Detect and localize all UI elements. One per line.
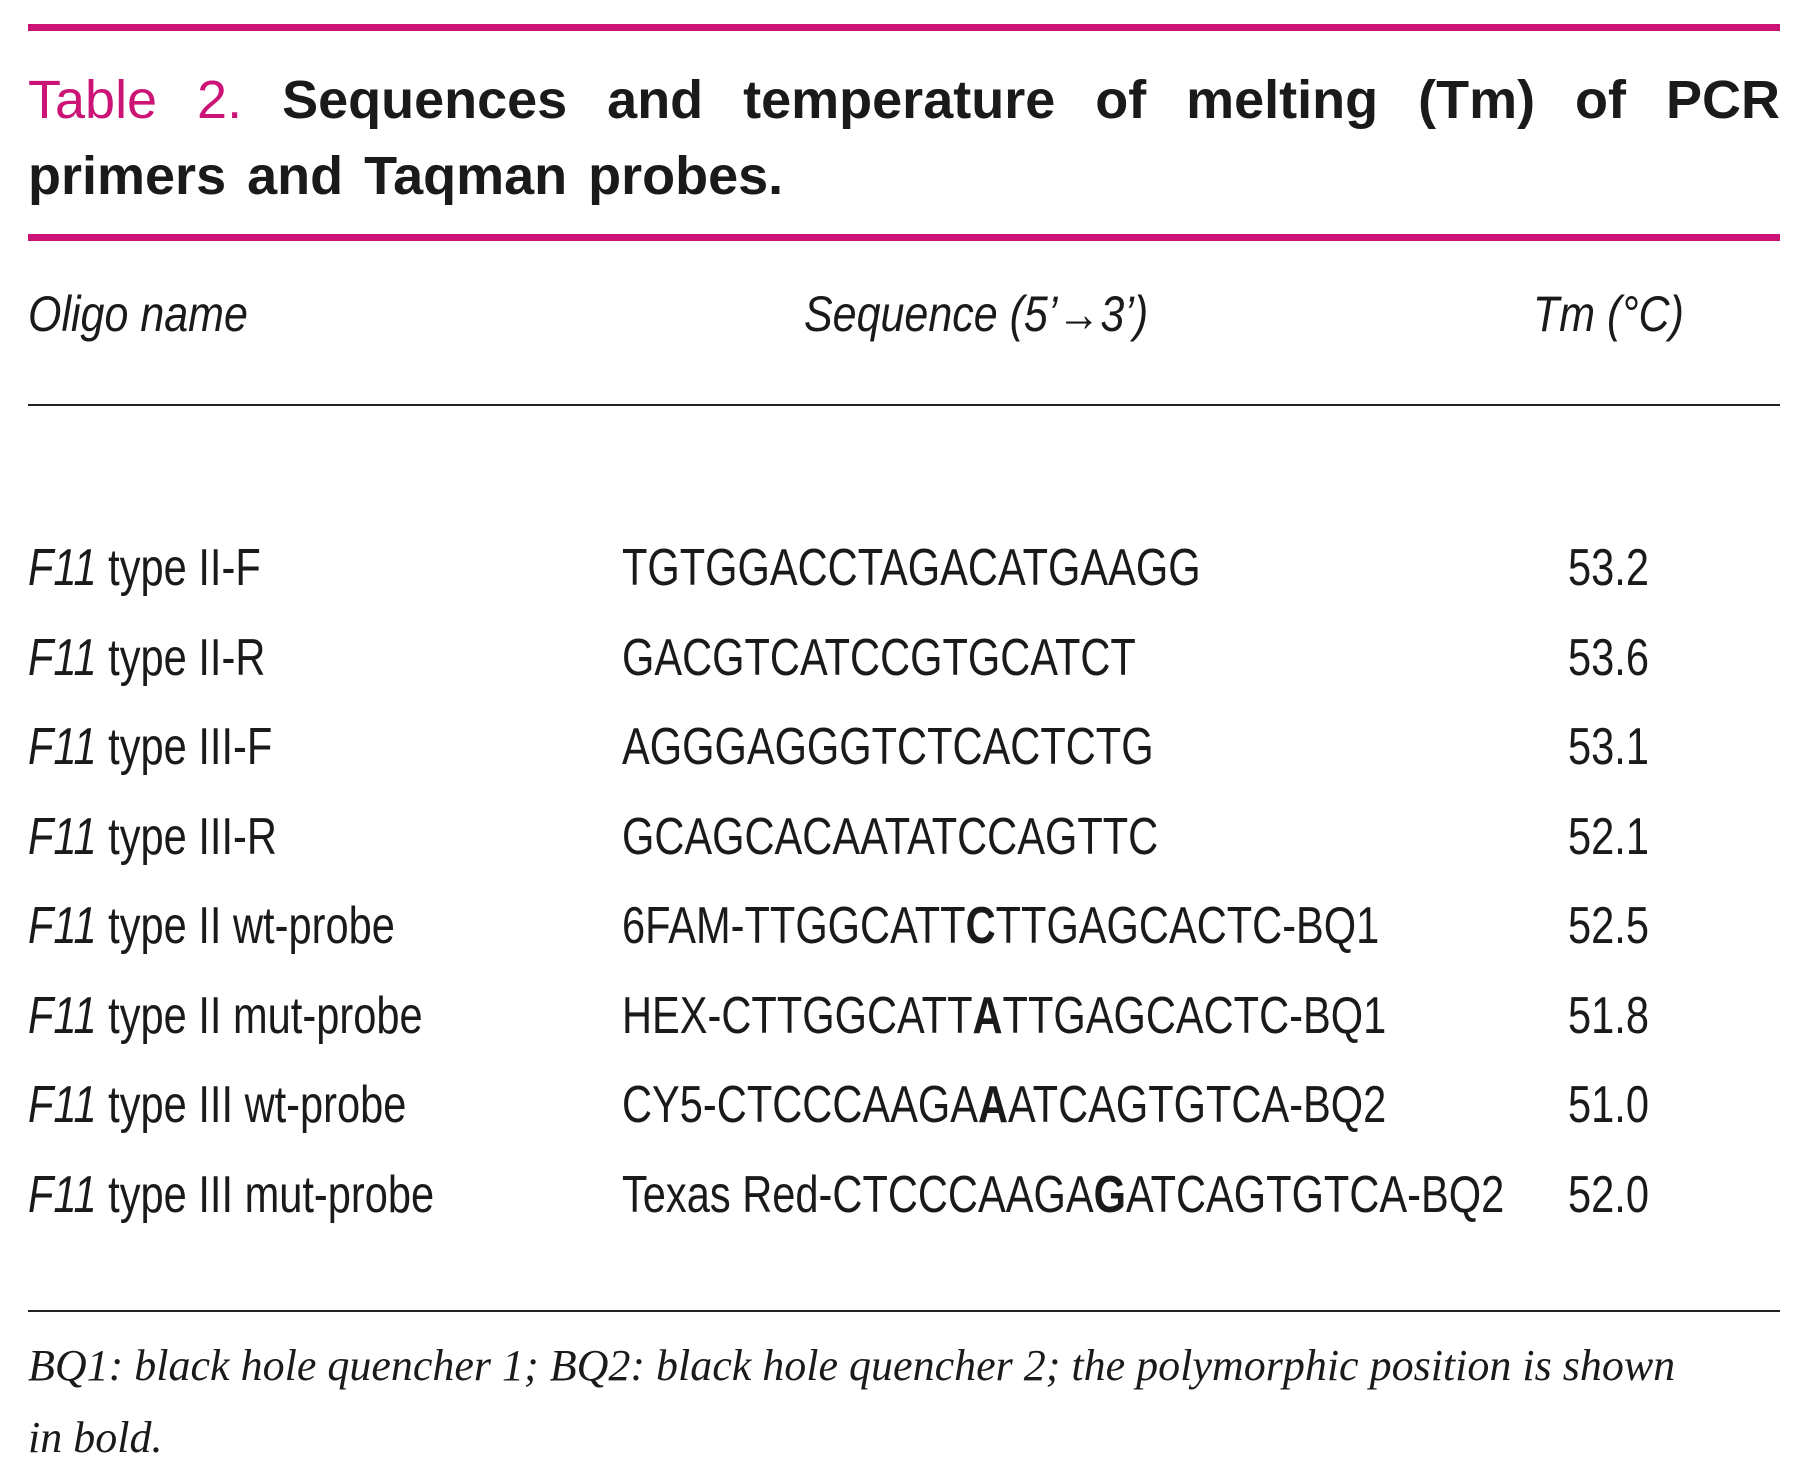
sequence-prefix: GACGTCATCCGTGCATCT	[622, 628, 1136, 687]
column-header-oligo: Oligo name	[28, 286, 248, 342]
oligo-name: type III-R	[96, 807, 277, 866]
oligo-name-cell	[28, 980, 423, 1052]
polymorphic-base: C	[965, 897, 996, 955]
sequence-prefix: TGTGGACCTAGACATGAAGG	[622, 539, 1201, 597]
sequence-cell	[622, 532, 1201, 604]
oligo-name: type II wt-probe	[96, 897, 395, 955]
oligo-name: type III wt-probe	[96, 1076, 407, 1134]
tm-value-cell: 53.2	[1568, 539, 1649, 597]
table-row	[28, 801, 1780, 891]
table-row	[28, 1159, 1780, 1249]
sequence-suffix: TTGAGCACTC-BQ1	[995, 897, 1380, 955]
oligo-name-cell	[28, 1069, 406, 1141]
oligo-name-cell	[28, 890, 395, 962]
caption-text: Sequences and temperature of melting (Tm) of PCR primers and Taqman probes.	[28, 70, 1780, 206]
sequence-cell	[622, 980, 1386, 1052]
table-row	[28, 1069, 1780, 1159]
oligo-name: type III-F	[96, 718, 273, 776]
tm-value-cell: 52.0	[1568, 1165, 1649, 1224]
gene-symbol: F11	[28, 986, 97, 1045]
top-accent-rule	[28, 24, 1780, 31]
table-document	[28, 0, 1780, 1468]
table-row	[28, 532, 1780, 622]
gene-symbol: F11	[28, 1076, 97, 1134]
polymorphic-base: A	[977, 1076, 1009, 1134]
footnote-divider	[28, 1310, 1780, 1312]
caption-label: Table 2.	[28, 70, 243, 130]
table-body	[28, 532, 1780, 1248]
sequence-prefix: GCAGCACAATATCCAGTTC	[622, 807, 1159, 866]
header-divider	[28, 404, 1780, 406]
oligo-name: type II mut-probe	[96, 986, 423, 1045]
sequence-cell	[622, 890, 1379, 962]
tm-value-cell: 53.6	[1568, 628, 1649, 687]
oligo-name-cell	[28, 532, 261, 604]
sequence-prefix: HEX-CTTGGCATT	[622, 986, 973, 1045]
tm-value-cell: 53.1	[1568, 718, 1649, 776]
oligo-name: type III mut-probe	[96, 1165, 435, 1224]
table-row	[28, 890, 1780, 980]
oligo-name: type II-F	[96, 539, 261, 597]
sequence-suffix: ATCAGTGTCA-BQ2	[1008, 1076, 1387, 1134]
sequence-cell	[622, 1069, 1386, 1141]
oligo-name-cell	[28, 711, 272, 783]
column-header-sequence: Sequence (5’→3’)	[804, 286, 1149, 342]
table-caption	[28, 62, 1780, 214]
sequence-prefix: AGGGAGGGTCTCACTCTG	[622, 718, 1154, 776]
sequence-cell	[622, 711, 1154, 783]
sequence-suffix: ATCAGTGTCA-BQ2	[1125, 1165, 1505, 1224]
column-header-tm: Tm (°C)	[1533, 286, 1684, 342]
tm-value-cell: 51.8	[1568, 986, 1649, 1045]
gene-symbol: F11	[28, 807, 97, 866]
sequence-prefix: Texas Red-CTCCCAAGA	[622, 1165, 1094, 1224]
table-row	[28, 711, 1780, 801]
sequence-prefix: CY5-CTCCCAAGA	[622, 1076, 978, 1134]
gene-symbol: F11	[28, 718, 97, 776]
oligo-name: type II-R	[96, 628, 266, 687]
gene-symbol: F11	[28, 1165, 97, 1224]
tm-value-cell: 51.0	[1568, 1076, 1649, 1134]
gene-symbol: F11	[28, 897, 97, 955]
tm-value-cell: 52.1	[1568, 807, 1649, 866]
table-footnote: BQ1: black hole quencher 1; BQ2: black hole quencher 2; the polymorphic position is shown in bold.	[28, 1341, 1676, 1462]
oligo-name-cell	[28, 1159, 434, 1231]
gene-symbol: F11	[28, 539, 97, 597]
header-accent-rule	[28, 234, 1780, 241]
table-row	[28, 622, 1780, 712]
sequence-cell	[622, 1159, 1504, 1231]
sequence-cell	[622, 622, 1136, 694]
sequence-prefix: 6FAM-TTGGCATT	[622, 897, 966, 955]
oligo-name-cell	[28, 801, 277, 873]
tm-value-cell: 52.5	[1568, 897, 1649, 955]
oligo-name-cell	[28, 622, 265, 694]
table-row	[28, 980, 1780, 1070]
sequence-suffix: TTGAGCACTC-BQ1	[1002, 986, 1387, 1045]
gene-symbol: F11	[28, 628, 97, 687]
polymorphic-base: A	[972, 986, 1003, 1045]
polymorphic-base: G	[1093, 1165, 1126, 1224]
sequence-cell	[622, 801, 1158, 873]
